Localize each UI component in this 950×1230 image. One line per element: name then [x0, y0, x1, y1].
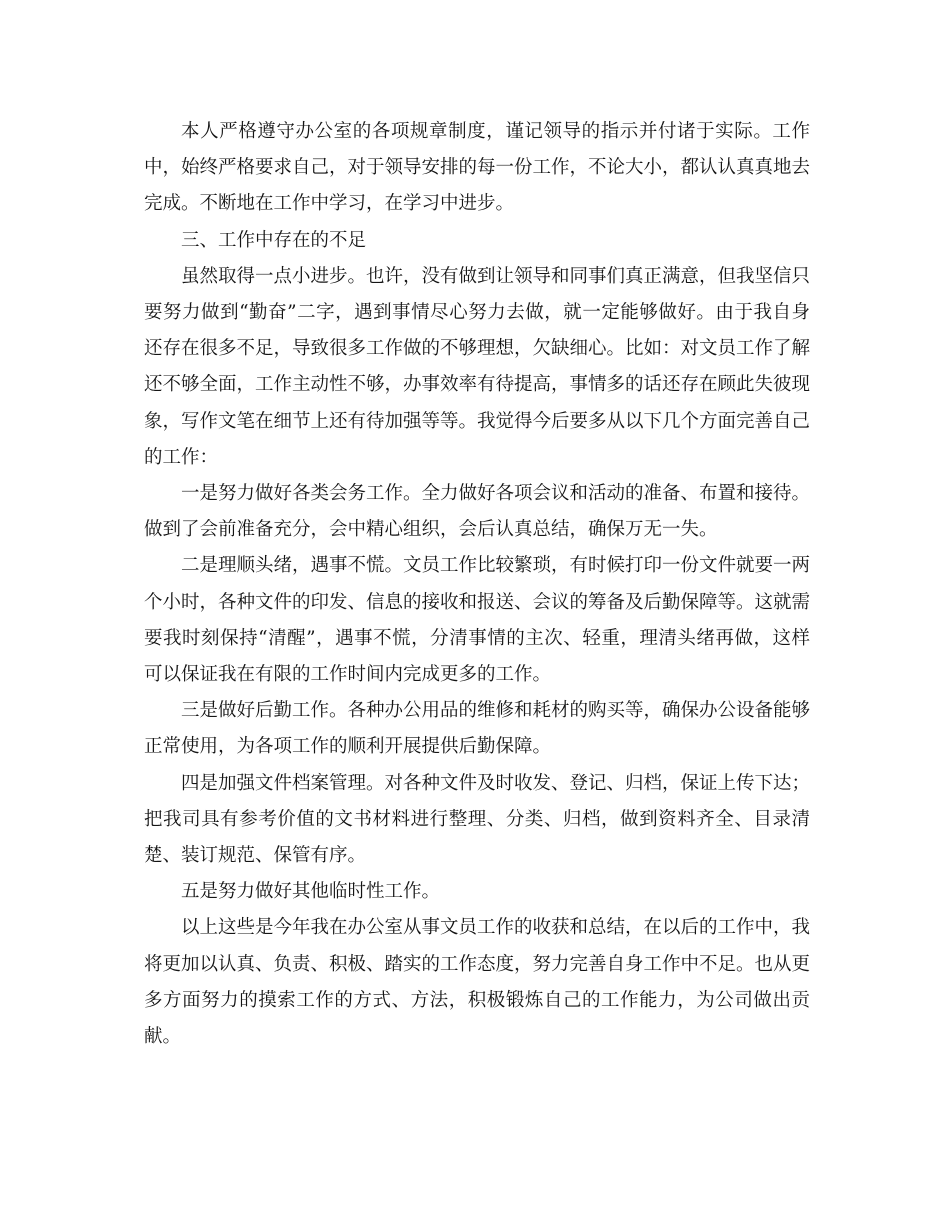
paragraph-item-organization: 二是理顺头绪，遇事不慌。文员工作比较繁琐，有时候打印一份文件就要一两个小时，各种文件的印发、信息的接收和报送、会议的筹备及后勤保障等。这就需要我时刻保持“清醒”，遇事不慌，分清事情的主次、轻重，理清头绪再做，这样可以保证我在有限的工作时间内完成更多的工作。 [144, 555, 811, 686]
paragraph-item-archives: 四是加强文件档案管理。对各种文件及时收发、登记、归档，保证上传下达；把我司具有参考价值的文书材料进行整理、分类、归档，做到资料齐全、目录清楚、装订规范、保管有序。 [144, 772, 811, 867]
paragraph-item-logistics: 三是做好后勤工作。各种办公用品的维修和耗材的购买等，确保办公设备能够正常使用，为各项工作的顺利开展提供后勤保障。 [144, 700, 811, 758]
paragraph-work-attitude: 本人严格遵守办公室的各项规章制度，谨记领导的指示并付诸于实际。工作中，始终严格要求自己，对于领导安排的每一份工作，不论大小，都认认真真地去完成。不断地在工作中学习，在学习中进步。 [144, 121, 811, 215]
document-body [144, 114, 810, 1055]
paragraph-item-temporary-work: 五是努力做好其他临时性工作。 [181, 881, 441, 903]
paragraph-shortcomings: 虽然取得一点小进步。也许，没有做到让领导和同事们真正满意，但我坚信只要努力做到“勤奋”二字，遇到事情尽心努力去做，就一定能够做好。由于我自身还存在很多不足，导致很多工作做的不够理想，欠缺细心。比如：对文员工作了解还不够全面，工作主动性不够，办事效率有待提高，事情多的话还存在顾此失彼现象，写作文笔在细节上还有待加强等等。我觉得今后要多从以下几个方面完善自己的工作： [144, 265, 811, 468]
paragraph-conclusion: 以上这些是今年我在办公室从事文员工作的收获和总结，在以后的工作中，我将更加以认真、负责、积极、踏实的工作态度，努力完善自身工作中不足。也从更多方面努力的摸索工作的方式、方法，积极锻炼自己的工作能力，为公司做出贡献。 [144, 917, 811, 1048]
section-heading-shortcomings: 三、工作中存在的不足 [181, 229, 367, 251]
paragraph-item-meetings: 一是努力做好各类会务工作。全力做好各项会议和活动的准备、布置和接待。做到了会前准备充分，会中精心组织，会后认真总结，确保万无一失。 [144, 483, 811, 541]
